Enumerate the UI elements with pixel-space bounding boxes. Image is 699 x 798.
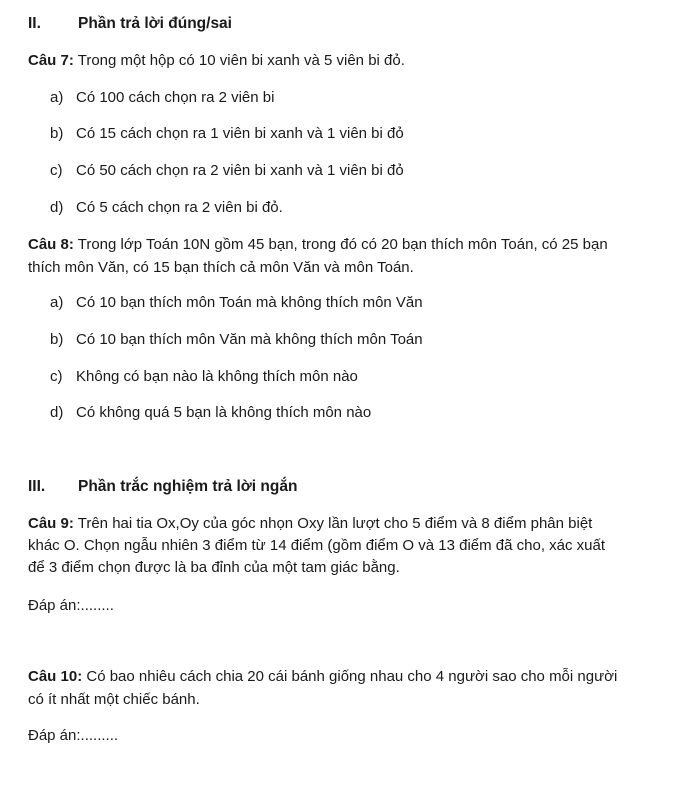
question-9 bbox=[28, 514, 592, 534]
option-text: Không có bạn nào là không thích môn nào bbox=[76, 368, 358, 385]
section-2-title: Phần trả lời đúng/sai bbox=[78, 15, 232, 32]
option-text: Có 10 bạn thích môn Toán mà không thích môn Văn bbox=[76, 294, 423, 311]
question-7 bbox=[28, 51, 405, 71]
question-7-option-a bbox=[50, 88, 274, 108]
section-3-number: III. bbox=[28, 478, 46, 495]
option-letter: d) bbox=[50, 404, 64, 421]
option-letter: b) bbox=[50, 331, 64, 348]
question-8-label: Câu 8: bbox=[28, 236, 74, 253]
option-letter: b) bbox=[50, 125, 64, 142]
question-10-text-line-2: có ít nhất một chiếc bánh. bbox=[28, 691, 200, 708]
question-9-text-line-3: để 3 điểm chọn được là ba đỉnh của một tam giác bằng. bbox=[28, 559, 400, 576]
option-text: Có 5 cách chọn ra 2 viên bi đỏ. bbox=[76, 199, 283, 216]
question-9-label: Câu 9: bbox=[28, 515, 74, 532]
question-7-option-d bbox=[50, 198, 283, 218]
option-text: Có 50 cách chọn ra 2 viên bi xanh và 1 viên bi đỏ bbox=[76, 162, 404, 179]
option-letter: a) bbox=[50, 89, 64, 106]
option-text: Có 10 bạn thích môn Văn mà không thích môn Toán bbox=[76, 331, 423, 348]
question-8-option-d bbox=[50, 403, 371, 423]
option-text: Có 100 cách chọn ra 2 viên bi bbox=[76, 89, 275, 106]
question-9-text-line-2: khác O. Chọn ngẫu nhiên 3 điểm từ 14 điểm (gồm điểm O và 13 điểm đã cho, xác xuất bbox=[28, 537, 606, 554]
question-8-option-b bbox=[50, 330, 423, 350]
question-8-text-line-2: thích môn Văn, có 15 bạn thích cả môn Văn và môn Toán. bbox=[28, 259, 414, 276]
question-7-label: Câu 7: bbox=[28, 52, 74, 69]
question-10-text-line-1: Có bao nhiêu cách chia 20 cái bánh giống nhau cho 4 người sao cho mỗi người bbox=[82, 668, 618, 685]
option-text: Có 15 cách chọn ra 1 viên bi xanh và 1 viên bi đỏ bbox=[76, 125, 404, 142]
option-text: Có không quá 5 bạn là không thích môn nào bbox=[76, 404, 372, 421]
question-9-text-line-1: Trên hai tia Ox,Oy của góc nhọn Oxy lần lượt cho 5 điểm và 8 điểm phân biệt bbox=[73, 515, 593, 532]
option-letter: d) bbox=[50, 199, 64, 216]
question-10 bbox=[28, 667, 617, 687]
question-8 bbox=[28, 235, 608, 255]
section-2-heading bbox=[28, 14, 232, 34]
question-9-answer: Đáp án:........ bbox=[28, 597, 114, 614]
section-3-title: Phần trắc nghiệm trả lời ngắn bbox=[78, 478, 298, 495]
question-8-option-a bbox=[50, 293, 423, 313]
question-10-label: Câu 10: bbox=[28, 668, 83, 685]
section-2-number: II. bbox=[28, 15, 41, 32]
question-8-option-c bbox=[50, 367, 358, 387]
option-letter: c) bbox=[50, 162, 63, 179]
question-7-option-b bbox=[50, 124, 404, 144]
question-7-option-c bbox=[50, 161, 404, 181]
section-3-heading bbox=[28, 477, 297, 497]
question-10-answer: Đáp án:......... bbox=[28, 727, 119, 744]
option-letter: c) bbox=[50, 368, 63, 385]
question-8-text-line-1: Trong lớp Toán 10N gồm 45 bạn, trong đó có 20 bạn thích môn Toán, có 25 bạn bbox=[73, 236, 608, 253]
question-7-text: Trong một hộp có 10 viên bi xanh và 5 viên bi đỏ. bbox=[73, 52, 405, 69]
option-letter: a) bbox=[50, 294, 64, 311]
